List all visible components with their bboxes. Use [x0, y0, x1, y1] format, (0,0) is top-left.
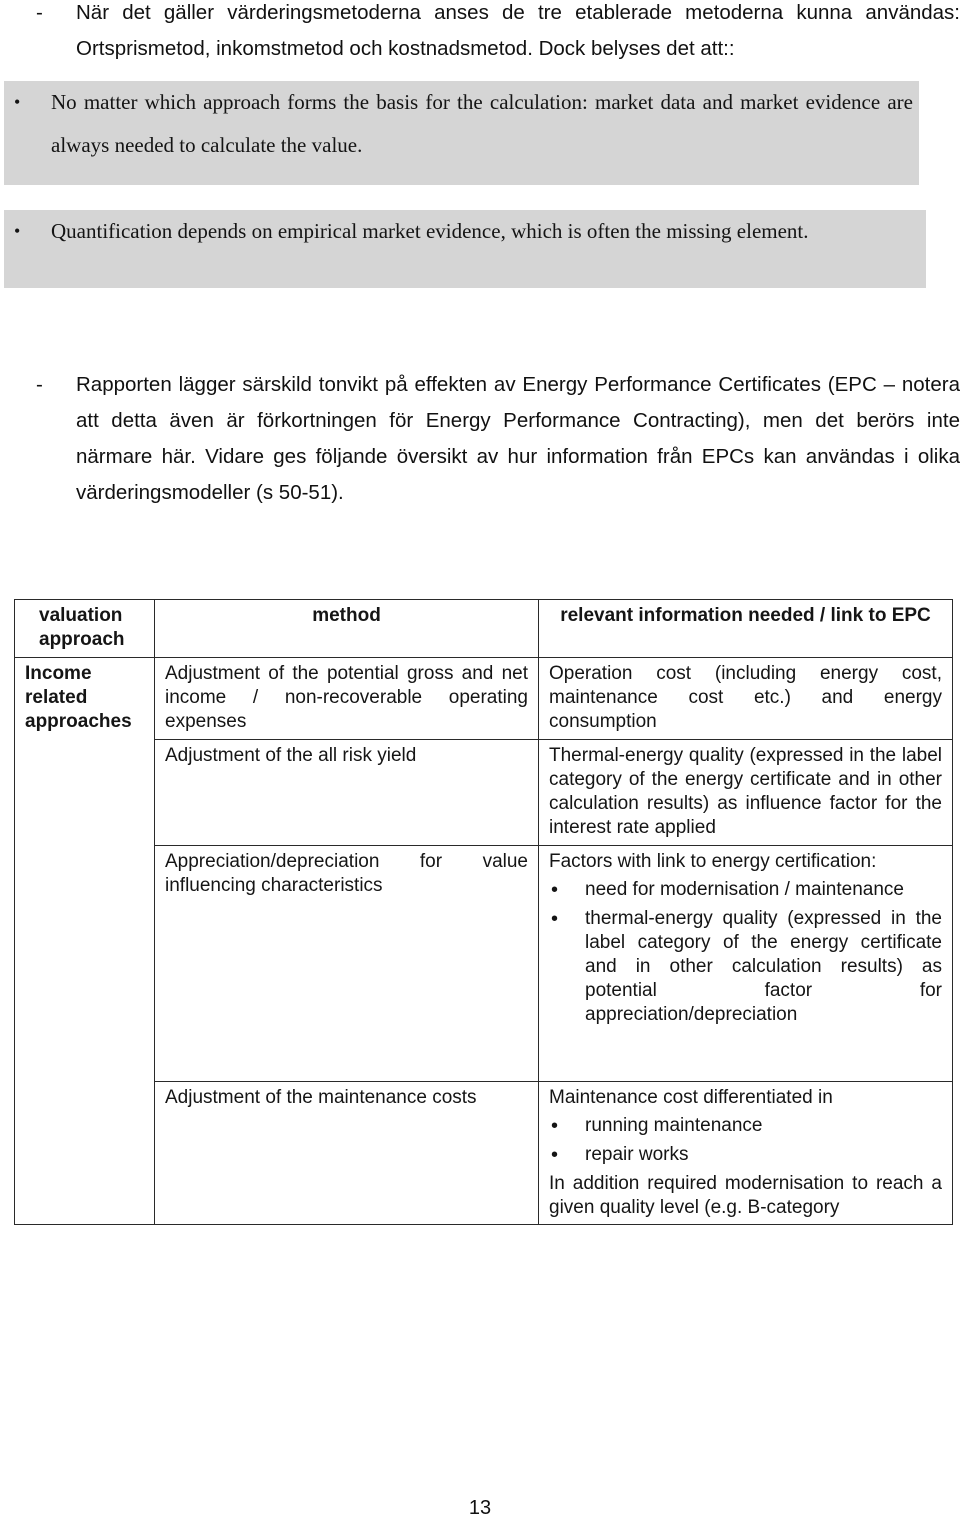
info-cell: Operation cost (including energy cost, maintenance cost etc.) and energy consumption: [539, 658, 953, 740]
info-bullet-list: [549, 1114, 942, 1167]
info-cell: [539, 846, 953, 1082]
quote-excerpt-1: [4, 81, 919, 185]
header-method: method: [155, 600, 539, 658]
info-cell: Thermal-energy quality (expressed in the label category of the energy certificate and in other calculation results) as influence factor for the interest rate applied: [539, 740, 953, 846]
method-cell: Adjustment of the maintenance costs: [155, 1082, 539, 1225]
dash-marker: -: [36, 373, 43, 396]
table-row: [15, 740, 953, 846]
list-item: • thermal-energy quality (expressed in the label category of the energy certificate and in other calculation results) as potential factor for appreciation/depreciation: [549, 907, 942, 1027]
quote-text: Quantification depends on empirical market evidence, which is often the missing element.: [51, 219, 809, 243]
epc-text: Rapporten lägger särskild tonvikt på effekten av Energy Performance Certificates (EPC – notera att detta även är förkortningen för Energy Performance Contracting), men det berörs inte närmare här. Vidare ges följande översikt av hur information från EPCs kan användas i olika värderingsmodeller (s 50-51).: [76, 373, 960, 504]
header-valuation-approach: valuation approach: [15, 600, 155, 658]
valuation-table: [14, 599, 953, 1225]
table-row: [15, 1082, 953, 1225]
list-item: • need for modernisation / maintenance: [549, 878, 942, 902]
epc-paragraph: [36, 367, 960, 511]
method-cell: Appreciation/depreciation for value influencing characteristics: [155, 846, 539, 1082]
quote-text: No matter which approach forms the basis for the calculation: market data and market evidence are always needed to calculate the value.: [51, 90, 913, 157]
list-item: • running maintenance: [549, 1114, 942, 1138]
table-row: [15, 658, 953, 740]
header-relevant-information: relevant information needed / link to EPC: [539, 600, 953, 658]
dash-marker: -: [36, 1, 43, 24]
method-cell: Adjustment of the potential gross and net income / non-recoverable operating expenses: [155, 658, 539, 740]
info-intro: Maintenance cost differentiated in: [549, 1087, 833, 1108]
bullet-icon: •: [14, 92, 21, 112]
list-item: • repair works: [549, 1143, 942, 1167]
approach-group-label: Income related approaches: [15, 658, 155, 1225]
page-number: 13: [468, 1497, 492, 1519]
method-cell: Adjustment of the all risk yield: [155, 740, 539, 846]
info-cell: [539, 1082, 953, 1225]
table-header-row: [15, 600, 953, 658]
intro-paragraph: [36, 0, 960, 67]
quote-excerpt-2: [4, 210, 926, 288]
info-bullet-list: [549, 878, 942, 1027]
info-outro: In addition required modernisation to reach a given quality level (e.g. B-category: [549, 1173, 942, 1218]
table-row: [15, 846, 953, 1082]
bullet-icon: •: [14, 221, 21, 241]
intro-text: När det gäller värderingsmetoderna anses de tre etablerade metoderna kunna användas: Ortsprismetod, inkomstmetod och kostnadsmetod. Dock belyses det att::: [76, 1, 960, 60]
info-intro: Factors with link to energy certification:: [549, 851, 877, 872]
